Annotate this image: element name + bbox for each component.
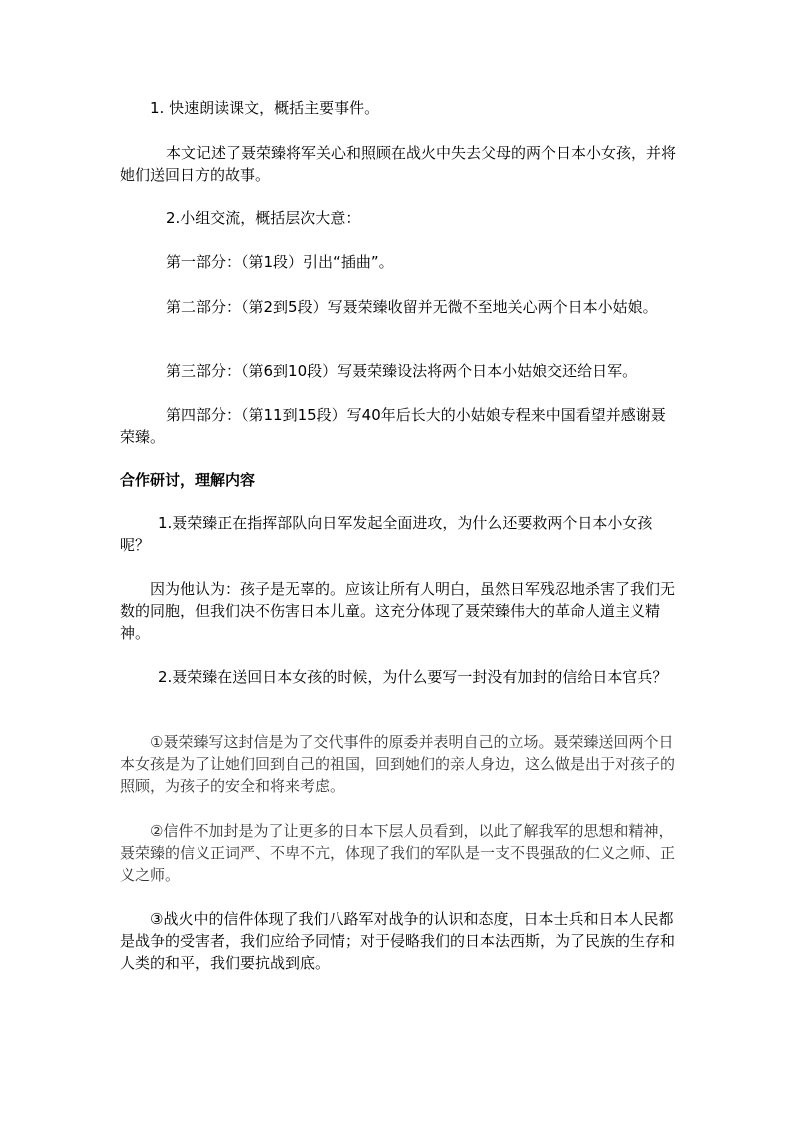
part-2: 第二部分：（第2到5段）写聂荣臻收留并无微不至地关心两个日本小姑娘。 bbox=[166, 298, 658, 316]
part-3: 第三部分：（第6到10段）写聂荣臻设法将两个日本小姑娘交还给日军。 bbox=[166, 362, 638, 380]
answer-1: 本文记述了聂荣臻将军关心和照顾在战火中失去父母的两个日本小女孩，并将她们送回日方的故事。 bbox=[120, 144, 677, 184]
question-1: 1.聂荣臻正在指挥部队向日军发起全面进攻，为什么还要救两个日本小女孩呢？ bbox=[120, 514, 653, 554]
section-heading: 合作研讨，理解内容 bbox=[120, 471, 256, 489]
part-1: 第一部分：（第1段）引出“插曲”。 bbox=[166, 253, 394, 271]
answer-q2-3: ③战火中的信件体现了我们八路军对战争的认识和态度，日本士兵和日本人民都是战争的受害者，我们应给予同情；对于侵略我们的日本法西斯，为了民族的生存和人类的和平，我们要抗战到底。 bbox=[120, 910, 676, 972]
question-2: 2.聂荣臻在送回日本女孩的时候，为什么要写一封没有加封的信给日本官兵？ bbox=[158, 668, 668, 686]
item-1: 1. 快速朗读课文，概括主要事件。 bbox=[150, 99, 380, 117]
answer-q2-2: ②信件不加封是为了让更多的日本下层人员看到，以此了解我军的思想和精神，聂荣臻的信义正词严、不卑不亢，体现了我们的军队是一支不畏强敌的仁义之师、正义之师。 bbox=[120, 822, 676, 884]
answer-q2-1: ①聂荣臻写这封信是为了交代事件的原委并表明自己的立场。聂荣臻送回两个日本女孩是为了让她们回到自己的祖国，回到她们的亲人身边，这么做是出于对孩子的照顾，为孩子的安全和将来考虑。 bbox=[120, 733, 676, 795]
part-4: 第四部分：（第11到15段）写40年后长大的小姑娘专程来中国看望并感谢聂荣臻。 bbox=[120, 406, 666, 446]
item-2: 2.小组交流，概括层次大意： bbox=[166, 209, 361, 227]
answer-q1: 因为他认为：孩子是无辜的。应该让所有人明白，虽然日军残忍地杀害了我们无数的同胞，但我们决不伤害日本儿童。这充分体现了聂荣臻伟大的革命人道主义精神。 bbox=[120, 580, 676, 642]
